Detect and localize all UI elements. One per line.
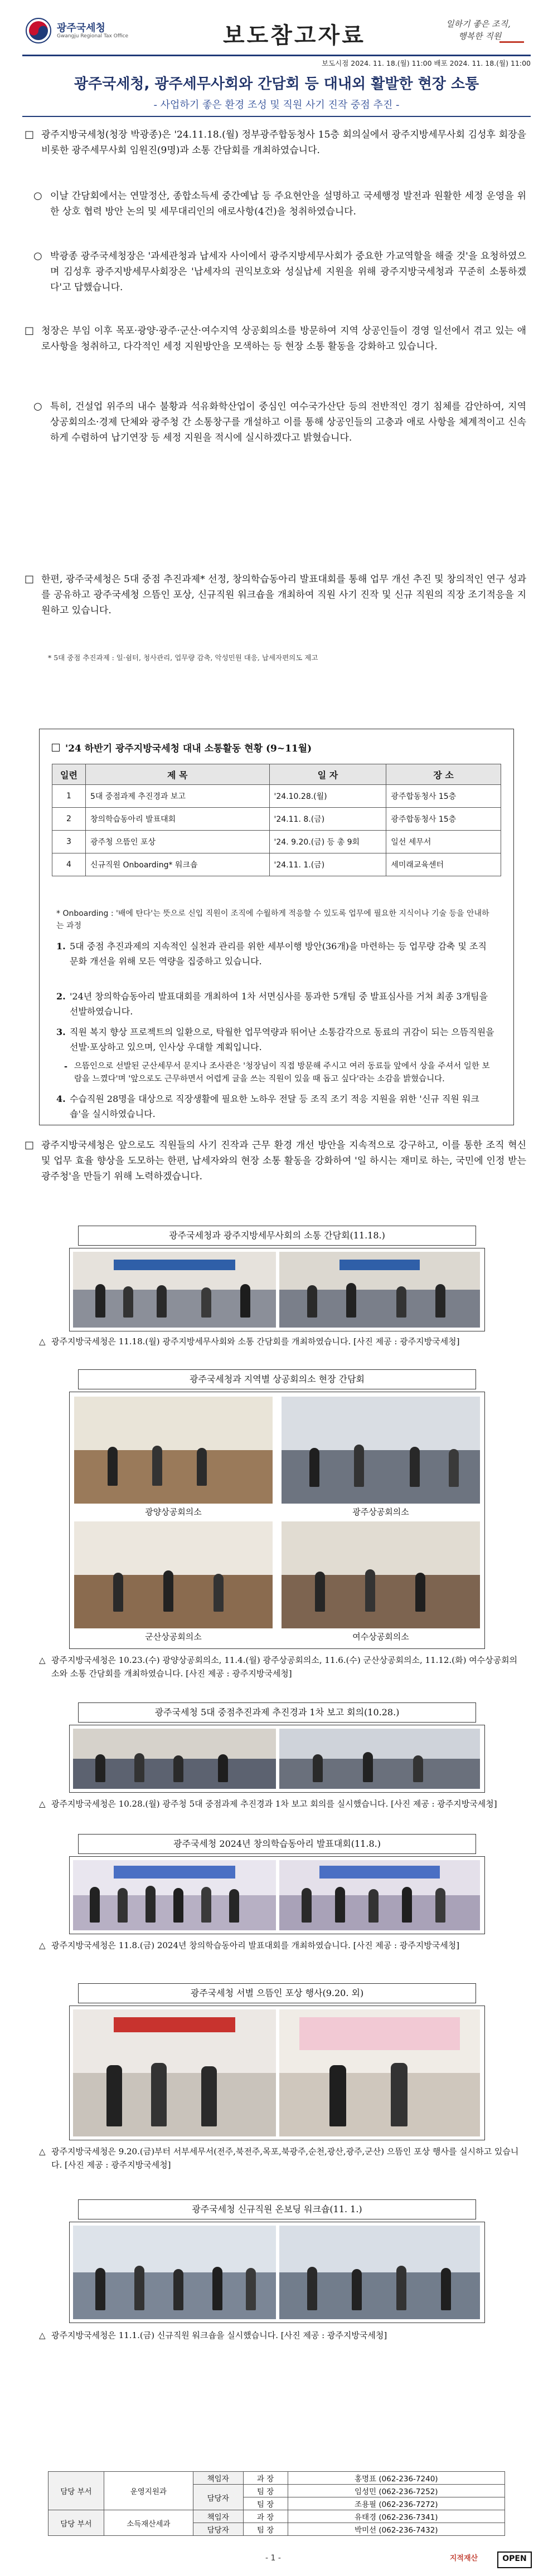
schedule-item-2: 2. '24년 창의학습동아리 발표대회를 개최하여 1차 서면심사를 통과한 5개팀 중 발표심사를 거쳐 최종 3개팀을 선발하였습니다.: [56, 991, 488, 1017]
agency-name: 광주국세청: [57, 22, 105, 34]
contact-table: [48, 2471, 505, 2536]
agency-emblem-icon: [25, 17, 52, 45]
square-bullet-icon: □: [25, 1139, 35, 1151]
square-bullet-icon: □: [25, 325, 35, 336]
table-row: 팀 장 조용필 (062-236-7272): [48, 2497, 505, 2510]
ip-logo: 지적재산: [449, 2554, 478, 2563]
table-row: 담당 부서 운영지원과 책임자 과 장 홍명표 (062-236-7240): [48, 2472, 505, 2485]
circle-bullet-icon: ○: [33, 250, 42, 262]
slogan-underline: [499, 41, 524, 43]
open-license-logo: OPEN: [497, 2551, 532, 2568]
photo-2-header: 광주국세청과 지역별 상공회의소 현장 간담회: [78, 1369, 476, 1389]
chamber-photo-image: [282, 1521, 480, 1628]
photo-4-header: 광주국세청 2024년 창의학습동아리 발표대회(11.8.): [78, 1834, 476, 1854]
schedule-table: [52, 764, 501, 876]
table-row: 4 신규직원 Onboarding* 워크숍 '24.11. 1.(금) 세미래교육센터: [52, 853, 501, 876]
document-type-title: 보도참고자료: [223, 22, 366, 48]
col-header: 제 목: [85, 764, 269, 785]
workshop-photo-image: [279, 2226, 480, 2319]
workshop-photo-image: [73, 2226, 276, 2319]
paragraph-2: ○ 이날 간담회에서는 연말정산, 종합소득세 중간예납 등 주요현안을 설명하고 국세행정 발전과 원활한 세정 운영을 위한 상호 협력 방안 논의 및 세무대리인의 애로사항(4건)을 청취하였습니다.: [33, 188, 526, 219]
chamber-photo-image: [282, 1397, 480, 1504]
photo-6-frame: [69, 2222, 485, 2323]
paragraph-1: □ 광주지방국세청(청장 박광종)은 '24.11.18.(월) 정부광주합동청사 15층 회의실에서 광주지방세무사회 김성후 회장을 비롯한 광주세무사회 임원진(9명)과 소통 간담회를 개최하였습니다.: [25, 127, 526, 158]
agency-logo: [25, 17, 158, 45]
photo-1-header: 광주국세청과 광주지방세무사회의 소통 간담회(11.18.): [78, 1226, 476, 1246]
slogan-line-1: 일하기 좋은 조직,: [446, 19, 511, 29]
photo-6-caption: △ 광주지방국세청은 11.1.(금) 신규직원 워크숍을 실시했습니다. [사진 제공 : 광주지방국세청]: [39, 2329, 524, 2342]
schedule-title: '24 하반기 광주지방국세청 대내 소통활동 현황 (9~11월): [52, 740, 312, 754]
table-row: 담당자 팀 장 임성민 (062-236-7252): [48, 2485, 505, 2497]
page-number: - 1 -: [265, 2554, 281, 2563]
checkbox-square-icon: [52, 744, 60, 752]
schedule-item-1: 1. 5대 중점 추진과제의 지속적인 실천과 관리를 위한 세부이행 방안(36개)을 마련하는 등 업무량 감축 및 조직 문화 개선을 위해 모든 역량을 집중하고 있습니다.: [56, 941, 487, 967]
photo-label: 광양상공회의소: [145, 1507, 202, 1517]
photo-5-header: 광주국세청 서별 으뜸인 포상 행사(9.20. 외): [78, 1983, 476, 2003]
schedule-item-3-detail: - 으뜸인으로 선발된 군산세무서 문지나 조사관은 '청장님이 직접 방문해 주시고 여러 동료들 앞에서 상을 주셔서 일한 보람을 느꼈다'며 '앞으로도 근무하면서 어렵게 글을 쓰는 직원이 있을 때 돕고 싶다'라는 소감을 밝혔습니다.: [64, 1062, 490, 1084]
photo-2-frame: [69, 1392, 485, 1649]
photo-1-caption: △ 광주지방국세청은 11.18.(월) 광주지방세무사회와 소통 간담회를 개최하였습니다. [사진 제공 : 광주지방국세청]: [39, 1335, 524, 1348]
title-divider: [22, 116, 531, 117]
slogan: [446, 17, 530, 48]
paragraph-5: ○ 특히, 건설업 위주의 내수 불황과 석유화학산업이 중심인 여수국가산단 등의 전반적인 경기 침체를 감안하여, 지역 상공회의소·경제 단체와 광주청 간 소통창구를 개설하고 이를 통해 상공인들의 고충과 애로 사항을 체계적이고 신속하게 수렴하여 납기연장 등 세정 지원을 적시에 실시하겠다고 밝혔습니다.: [33, 399, 526, 446]
col-header: 장 소: [386, 764, 501, 785]
triangle-bullet-icon: △: [39, 2330, 46, 2340]
photo-2-caption: △ 광주지방국세청은 10.23.(수) 광양상공회의소, 11.4.(월) 광주상공회의소, 11.6.(수) 군산상공회의소, 11.12.(화) 여수상공회의소와 소통 간담회를 개최하였습니다. [사진 제공 : 광주지방국세청]: [39, 1653, 524, 1680]
photo-label: 군산상공회의소: [145, 1632, 202, 1642]
schedule-header-row: [52, 764, 501, 785]
meeting-photo-image: [73, 1729, 276, 1789]
agency-name-english: Gwangju Regional Tax Office: [57, 33, 128, 39]
photo-label: 여수상공회의소: [352, 1632, 409, 1642]
triangle-bullet-icon: △: [39, 1655, 46, 1665]
triangle-bullet-icon: △: [39, 2146, 46, 2157]
contest-photo-image: [279, 1860, 480, 1930]
paragraph-3: ○ 박광종 광주국세청장은 '과세관청과 납세자 사이에서 광주지방세무사회가 중요한 가교역할을 해줄 것'을 요청하였으며 김성후 광주지방세무사회장은 '납세자의 권익보호와 성실납세 지원을 위해 광주지방국세청과 꾸준히 소통하겠다'고 답했습니다.: [33, 248, 526, 295]
table-row: 담당 부서 소득재산세과 책임자 과 장 유태경 (062-236-7341): [48, 2510, 505, 2523]
meeting-photo-image: [73, 1252, 276, 1328]
photo-3-header: 광주국세청 5대 중점추진과제 추진경과 1차 보고 회의(10.28.): [78, 1702, 476, 1723]
schedule-item-3: 3. 직원 복지 향상 프로젝트의 일환으로, 탁월한 업무역량과 뛰어난 소통감각으로 동료의 귀감이 되는 으뜸직원을 선발·포상하고 있으며, 인사상 우대할 계획입니다.: [56, 1027, 494, 1052]
col-header: 일련: [52, 764, 86, 785]
table-row: 담당자 팀 장 박미선 (062-236-7432): [48, 2523, 505, 2536]
circle-bullet-icon: ○: [33, 401, 42, 412]
schedule-box: [39, 729, 514, 1125]
triangle-bullet-icon: △: [39, 1940, 46, 1950]
photo-label: 광주상공회의소: [352, 1507, 409, 1517]
award-photo-image: [73, 2009, 276, 2136]
table-row: 3 광주청 으뜸인 포상 '24. 9.20.(금) 등 총 9회 일선 세무서: [52, 831, 501, 853]
photo-4-frame: [69, 1856, 485, 1934]
chamber-photo-image: [74, 1397, 273, 1504]
photo-6-header: 광주국세청 신규직원 온보딩 워크숍(11. 1.): [78, 2199, 476, 2219]
square-bullet-icon: □: [25, 573, 35, 585]
photo-1-frame: [69, 1248, 485, 1331]
paragraph-4: □ 청장은 부임 이후 목포·광양·광주·군산·여수지역 상공회의소를 방문하여 지역 상공인들이 경영 일선에서 겪고 있는 애로사항을 청취하고, 다각적인 세정 지원방안을 모색하는 등 현장 소통 활동을 강화하고 있습니다.: [25, 323, 526, 354]
meeting-photo-image: [279, 1729, 480, 1789]
meeting-photo-image: [279, 1252, 480, 1328]
photo-5-caption: △ 광주지방국세청은 9.20.(금)부터 서부세무서(전주,북전주,목포,북광주,순천,광산,광주,군산) 으뜸인 포상 행사를 실시하고 있습니다. [사진 제공 : 광주지방국세청]: [39, 2145, 524, 2172]
table-row: 2 창의학습동아리 발표대회 '24.11. 8.(금) 광주합동청사 15층: [52, 808, 501, 831]
sub-headline: - 사업하기 좋은 환경 조성 및 직원 사기 진작 중점 추진 -: [153, 99, 400, 111]
photo-5-frame: [69, 2006, 485, 2140]
triangle-bullet-icon: △: [39, 1336, 46, 1346]
release-time: 보도시점 2024. 11. 18.(월) 11:00 배포 2024. 11. 18.(월) 11:00: [322, 59, 531, 67]
table-row: 1 5대 중점과제 추진경과 보고 '24.10.28.(월) 광주합동청사 15층: [52, 785, 501, 808]
page-footer: [22, 2549, 531, 2569]
award-photo-image: [279, 2009, 480, 2136]
schedule-item-4: 4. 수습직원 28명을 대상으로 직장생활에 필요한 노하우 전달 등 조직 조기 적응 지원을 위한 '신규 직원 워크숍'을 실시하였습니다.: [56, 1094, 479, 1119]
chamber-photo-image: [74, 1521, 273, 1628]
square-bullet-icon: □: [25, 129, 35, 140]
circle-bullet-icon: ○: [33, 190, 42, 202]
slogan-line-2: 행복한 직원: [458, 31, 502, 41]
paragraph-6: □ 한편, 광주국세청은 5대 중점 추진과제* 선정, 창의학습동아리 발표대회를 통해 업무 개선 추진 및 창의적인 연구 성과를 공유하고 광주국세청 으뜸인 포상, 신규직원 워크숍을 개최하여 직원 사기 진작 및 신규 직원의 직장 조기적응을 지원하고 있습니다.: [25, 572, 526, 618]
col-header: 일 자: [269, 764, 386, 785]
closing-paragraph: □ 광주지방국세청은 앞으로도 직원들의 사기 진작과 근무 환경 개선 방안을 지속적으로 강구하고, 이를 통한 조직 혁신 및 업무 효율 향상을 도모하는 한편, 납세자와의 현장 소통 활동을 강화하여 '일 하시는 재미로 하는, 국민에 인정 받는 광주청'을 만들기 위해 노력하겠습니다.: [25, 1138, 526, 1184]
paragraph-6-footnote: * 5대 중점 추진과제 : 일·쉼터, 청사관리, 업무량 감축, 악성민원 대응, 납세자편의도 제고: [48, 653, 318, 662]
headline: 광주국세청, 광주세무사회와 간담회 등 대내외 활발한 현장 소통: [74, 76, 479, 92]
document-header: [22, 7, 531, 56]
photo-4-caption: △ 광주지방국세청은 11.8.(금) 2024년 창의학습동아리 발표대회를 개최하였습니다. [사진 제공 : 광주지방국세청]: [39, 1939, 524, 1952]
triangle-bullet-icon: △: [39, 1799, 46, 1809]
photo-3-caption: △ 광주지방국세청은 10.28.(월) 광주청 5대 중점과제 추진경과 1차 보고 회의를 실시했습니다. [사진 제공 : 광주지방국세청]: [39, 1797, 524, 1811]
photo-3-frame: [69, 1725, 485, 1793]
onboarding-footnote: * Onboarding : '배에 탄다'는 뜻으로 신입 직원이 조직에 수월하게 적응할 수 있도록 업무에 필요한 지식이나 기술 등을 안내하는 과정: [56, 909, 489, 930]
contest-photo-image: [73, 1860, 276, 1930]
